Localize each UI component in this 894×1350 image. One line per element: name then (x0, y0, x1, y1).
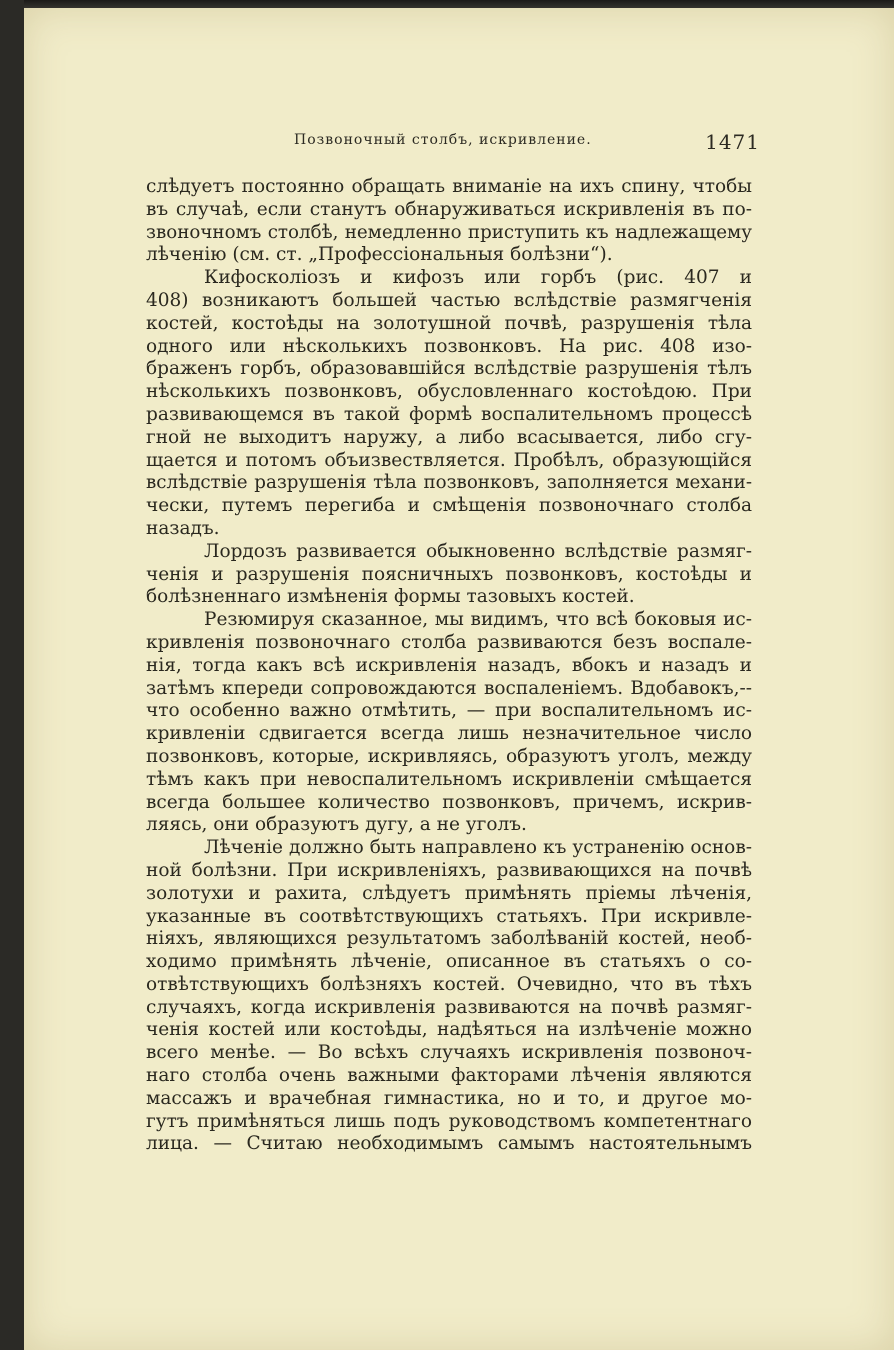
body-text (146, 176, 752, 1156)
text-line: тѣмъ какъ при невоспалительномъ искривленіи смѣщается (146, 768, 752, 790)
text-line: гутъ примѣняться лишь подъ руководствомъ компетентнаго (146, 1110, 752, 1132)
text-line: золотухи и рахита, слѣдуетъ примѣнять пріемы лѣченія, (146, 882, 752, 904)
text-line: что особенно важно отмѣтить, — при воспалительномъ ис- (146, 700, 752, 722)
text-line: звоночномъ столбѣ, немедленно приступить къ надлежащему (146, 221, 752, 243)
text-line: болѣзненнаго измѣненія формы тазовыхъ костей. (146, 586, 635, 608)
text-line: браженъ горбъ, образовавшійся вслѣдствіе разрушенія тѣлъ (146, 358, 752, 380)
text-line: ченія и разрушенія поясничныхъ позвонковъ, костоѣды и (146, 563, 752, 585)
text-line: ченія костей или костоѣды, надѣяться на излѣченіе можно (146, 1019, 752, 1041)
text-line: костей, костоѣды на золотушной почвѣ, разрушенія тѣла (146, 312, 752, 334)
text-line: лѣченію (см. ст. „Профессіональныя болѣзни“). (146, 244, 613, 266)
text-line: назадъ. (146, 517, 220, 539)
running-title: Позвоночный столбъ, искривление. (294, 132, 592, 148)
text-line: всего менѣе. — Во всѣхъ случаяхъ искривленія позвоноч- (146, 1042, 752, 1064)
text-line: одного или нѣсколькихъ позвонковъ. На рис. 408 изо- (146, 335, 752, 357)
text-line: позвонковъ, которые, искривляясь, образуютъ уголъ, между (146, 745, 752, 767)
text-line: ходимо примѣнять лѣченіе, описанное въ статьяхъ о со- (146, 951, 752, 973)
text-line: 408) возникаютъ большей частью вслѣдствіе размягченія (146, 289, 752, 311)
text-line: гной не выходитъ наружу, а либо всасывается, либо сгу- (146, 426, 752, 448)
text-line: Кифосколіозъ и кифозъ или горбъ (рис. 407 и (204, 267, 752, 289)
text-line: затѣмъ кпереди сопровождаются воспаленіемъ. Вдобавокъ,-- (146, 677, 752, 699)
text-line: наго столба очень важными факторами лѣченія являются (146, 1065, 752, 1087)
text-line: всегда большее количество позвонковъ, причемъ, искрив- (146, 791, 752, 813)
text-line: Резюмируя сказанное, мы видимъ, что всѣ боковыя ис- (204, 609, 752, 631)
text-line: развивающемся въ такой формѣ воспалительномъ процессѣ (146, 403, 752, 425)
text-line: щается и потомъ объизвествляется. Пробѣлъ, образующійся (146, 449, 752, 471)
text-line: вслѣдствіе разрушенія тѣла позвонковъ, заполняется механи- (146, 472, 752, 494)
text-line: Лѣченіе должно быть направлено къ устраненію основ- (204, 837, 752, 859)
text-line: чески, путемъ перегиба и смѣщенія позвоночнаго столба (146, 495, 752, 517)
text-line: массажъ и врачебная гимнастика, но и то, и другое мо- (146, 1087, 752, 1109)
text-line: Лордозъ развивается обыкновенно вслѣдствіе размяг- (204, 540, 752, 562)
text-line: лица. — Считаю необходимымъ самымъ настоятельнымъ (146, 1133, 752, 1155)
text-line: случаяхъ, когда искривленія развиваются на почвѣ размяг- (146, 996, 752, 1018)
text-line: ніяхъ, являющихся результатомъ заболѣваній костей, необ- (146, 928, 752, 950)
text-line: кривленіи сдвигается всегда лишь незначительное число (146, 723, 752, 745)
page-number: 1471 (705, 130, 760, 154)
text-line: ной болѣзни. При искривленіяхъ, развивающихся на почвѣ (146, 859, 752, 881)
text-line: кривленія позвоночнаго столба развиваются безъ воспале- (146, 631, 752, 653)
text-line: ляясь, они образуютъ дугу, а не уголъ. (146, 814, 527, 836)
text-line: слѣдуетъ постоянно обращать вниманіе на ихъ спину, чтобы (146, 176, 752, 197)
text-line: нія, тогда какъ всѣ искривленія назадъ, вбокъ и назадъ и (146, 654, 752, 676)
text-line: указанные въ соотвѣтствующихъ статьяхъ. При искривле- (146, 905, 752, 927)
text-line: отвѣтствующихъ болѣзняхъ костей. Очевидно, что въ тѣхъ (146, 973, 752, 995)
page-header (290, 130, 760, 160)
text-line: въ случаѣ, если станутъ обнаруживаться искривленія въ по- (146, 198, 752, 220)
text-line: нѣсколькихъ позвонковъ, обусловленнаго костоѣдою. При (146, 381, 752, 403)
